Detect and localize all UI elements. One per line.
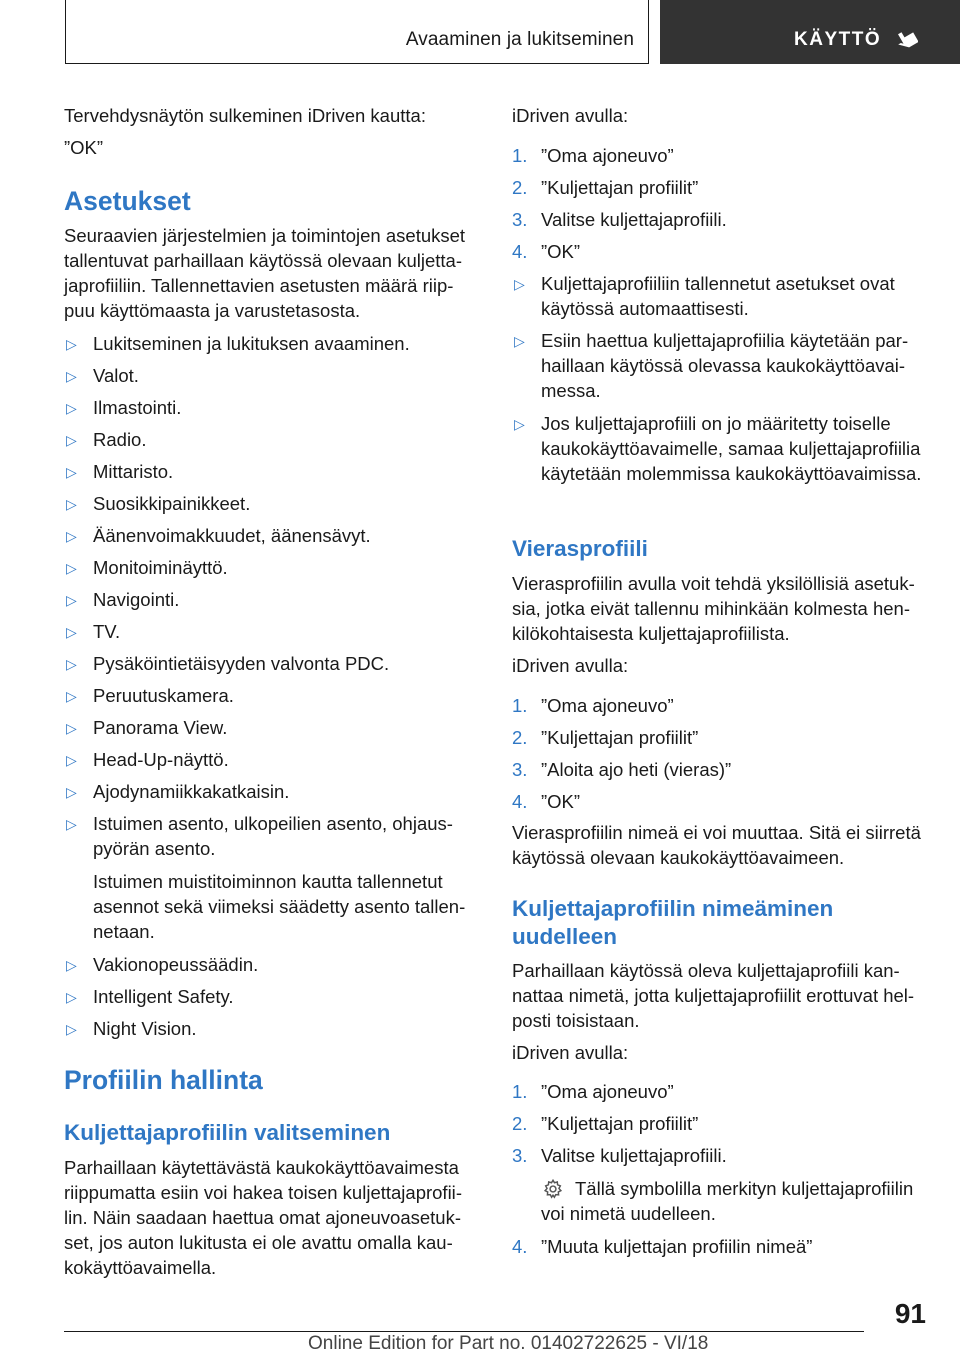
heading-vierasprofiili: Vierasprofiili [512, 536, 648, 561]
step-item: 4. ”OK” [512, 241, 581, 262]
list-item: ▷ Peruutuskamera. [66, 685, 234, 706]
list-item: ▷ TV. [66, 621, 121, 642]
list-item: ▷ Intelligent Safety. [66, 986, 234, 1007]
step-item: 1. ”Oma ajoneuvo” [512, 1081, 674, 1102]
heading-hallinta: Profiilin hallinta [64, 1065, 263, 1095]
heading-nimeaminen: Kuljettajaprofiilin nimeäminen uudelleen [512, 896, 834, 949]
vieras-text: Vierasprofiilin avulla voit tehdä yksilöllisiä asetuksia, jotka eivät tallennu mihinkään kolmesta henkilökohtaisesta kuljettajaprofiilista. [512, 573, 915, 644]
seat-note: Istuimen muistitoiminnon kautta tallennetut asennot sekä viimeksi säädetty asento tallennetaan. [93, 871, 466, 942]
edition-footer: Online Edition for Part no. 01402722625 - VI/18 [308, 1333, 709, 1354]
heading-valitseminen: Kuljettajaprofiilin valitseminen [64, 1120, 391, 1145]
page-number: 91 [894, 1298, 926, 1329]
heading-asetukset: Asetukset [64, 186, 191, 216]
section-title: Avaaminen ja lukitseminen [405, 29, 634, 50]
idrive-label: iDriven avulla: [512, 105, 629, 126]
chapter-tab [660, 0, 960, 64]
hand-pointer-icon [894, 28, 918, 52]
list-item: ▷ Ilmastointi. [66, 397, 182, 418]
list-item: ▷ Suosikkipainikkeet. [66, 493, 251, 514]
list-item: ▷ Istuimen asento, ulkopeilien asento, ohjauspyörän asento. [66, 813, 453, 859]
list-item: ▷ Pysäköintietäisyyden valvonta PDC. [66, 653, 390, 674]
vieras-note: Vierasprofiilin nimeä ei voi muuttaa. Sitä ei siirretä käytössä olevaan kaukokäyttöavaimeen. [512, 822, 921, 868]
list-item: ▷ Monitoiminäyttö. [66, 557, 228, 578]
gear-icon [542, 1178, 564, 1200]
list-item: ▷ Jos kuljettajaprofiili on jo määritetty toiselle kaukokäyttöavaimelle, samaa kuljettajaprofiilia käytetään molemmissa kaukokäyttöavaimissa. [514, 413, 922, 484]
list-item: ▷ Äänenvoimakkuudet, äänensävyt. [66, 525, 371, 546]
step-item: 3. ”Aloita ajo heti (vieras)” [512, 759, 732, 780]
asetukset-text: Seuraavien järjestelmien ja toimintojen asetukset tallentuvat parhaillaan käytössä olevaan kuljettajaprofiiliin. Tallennettavien asetusten määrä riippuu käyttömaasta ja varustetasosta. [64, 225, 466, 321]
list-item: ▷ Valot. [66, 365, 139, 386]
list-item: ▷ Navigointi. [66, 589, 180, 610]
intro-text: Tervehdysnäytön sulkeminen iDriven kautta: [64, 105, 426, 126]
list-item: ▷ Esiin haettua kuljettajaprofiilia käytetään parhaillaan käytössä olevassa kaukokäyttöavaimessa. [514, 330, 909, 401]
list-item: ▷ Ajodynamiikkakatkaisin. [66, 781, 290, 802]
step-item: 3. Valitse kuljettajaprofiili. [512, 1145, 727, 1166]
gear-note: Tällä symbolilla merkityn kuljettajaprofiilin voi nimetä uudelleen. [541, 1178, 914, 1224]
footer-divider [64, 1331, 864, 1332]
list-item: ▷ Vakionopeussäädin. [66, 954, 259, 975]
list-item: ▷ Head-Up-näyttö. [66, 749, 229, 770]
list-item: ▷ Kuljettajaprofiiliin tallennetut asetukset ovat käytössä automaattisesti. [514, 273, 895, 319]
step-item: 1. ”Oma ajoneuvo” [512, 695, 674, 716]
valitseminen-text: Parhaillaan käytettävästä kaukokäyttöavaimesta riippumatta esiin voi hakea toisen kuljettajaprofiilin. Näin saadaan haettua omat ajoneuvoasetukset, jos auton lukitusta ei ole avattu omalla kaukokäyttöavaimella. [64, 1157, 462, 1278]
step-item: 2. ”Kuljettajan profiilit” [512, 727, 699, 748]
list-item: ▷ Panorama View. [66, 717, 228, 738]
list-item: ▷ Night Vision. [66, 1018, 197, 1039]
step-item: 1. ”Oma ajoneuvo” [512, 145, 674, 166]
list-item: ▷ Mittaristo. [66, 461, 174, 482]
list-item: ▷ Radio. [66, 429, 147, 450]
nimeaminen-text: Parhaillaan käytössä oleva kuljettajaprofiili kannattaa nimetä, jotta kuljettajaprofiilit erottuvat helposti toisistaan. [512, 960, 915, 1031]
step-item: 2. ”Kuljettajan profiilit” [512, 1113, 699, 1134]
step-item: 4. ”Muuta kuljettajan profiilin nimeä” [512, 1236, 813, 1257]
step-item: 3. Valitse kuljettajaprofiili. [512, 209, 727, 230]
list-item: ▷ Lukitseminen ja lukituksen avaaminen. [66, 333, 410, 354]
chapter-title: KÄYTTÖ [794, 29, 882, 50]
step-item: 2. ”Kuljettajan profiilit” [512, 177, 699, 198]
section-tab [65, 0, 649, 64]
idrive-label: iDriven avulla: [512, 1042, 629, 1063]
idrive-label: iDriven avulla: [512, 655, 629, 676]
intro-value: ”OK” [64, 137, 104, 158]
step-item: 4. ”OK” [512, 791, 581, 812]
